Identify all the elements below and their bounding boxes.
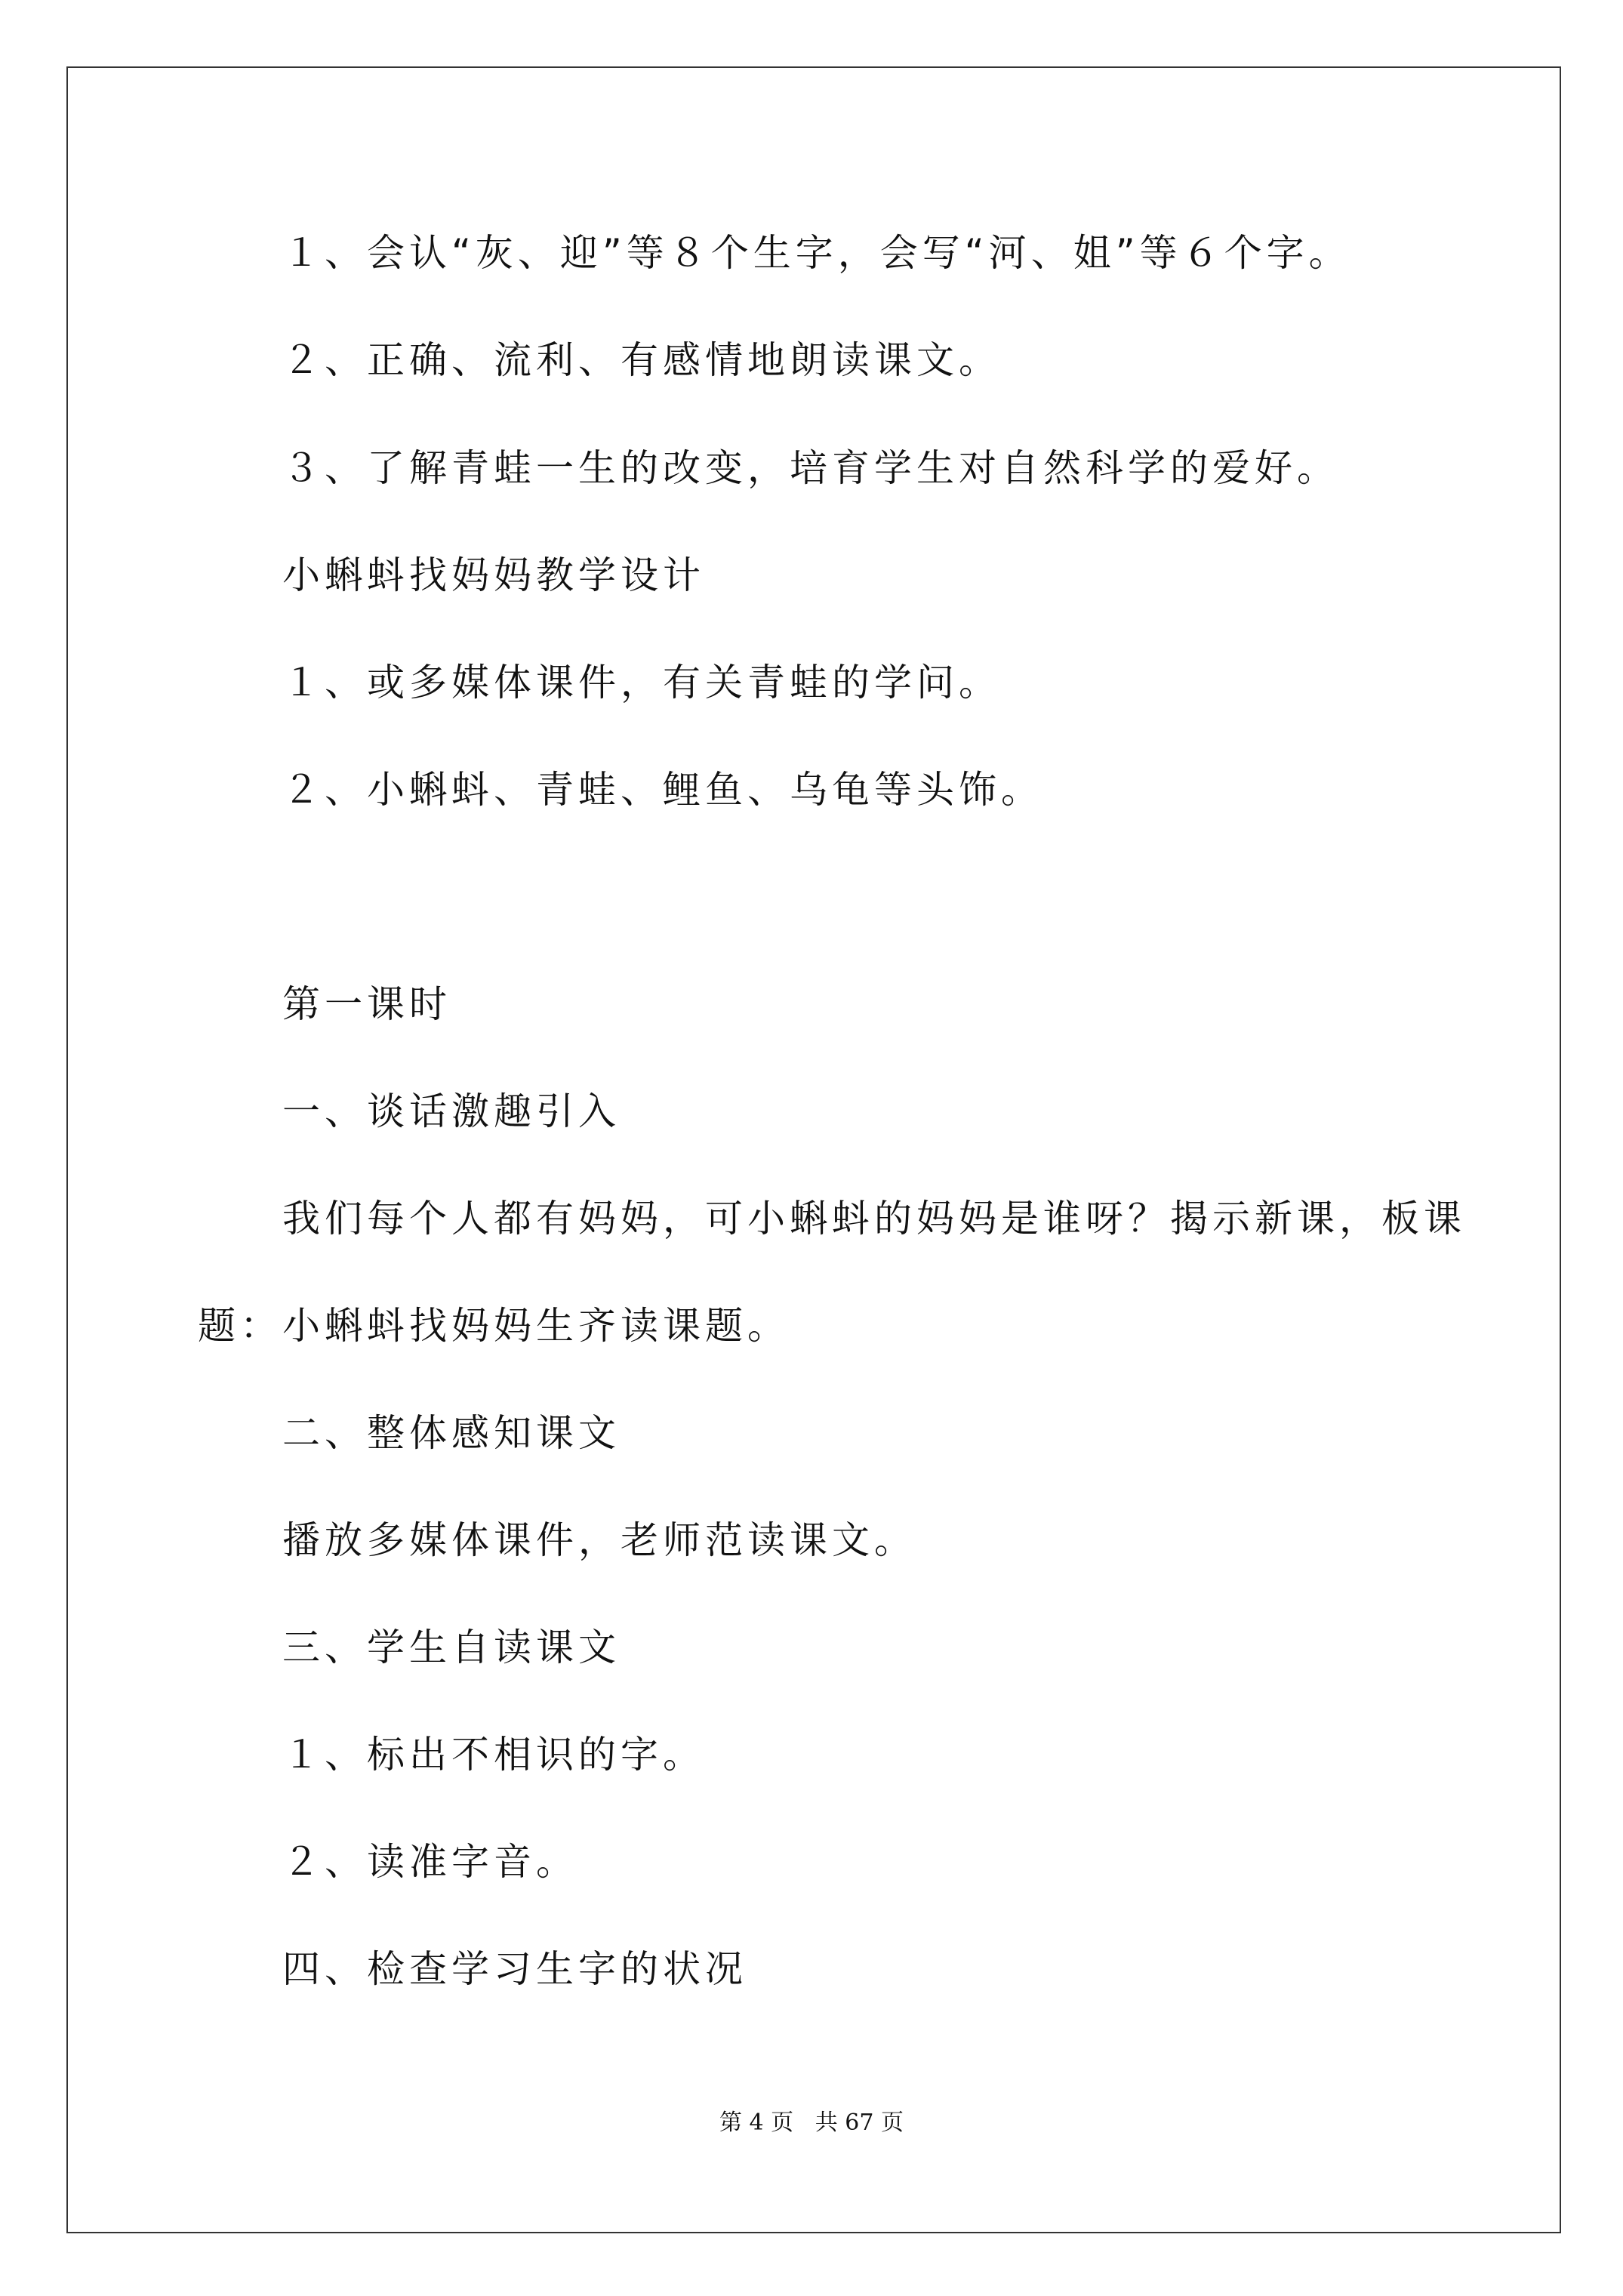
- lesson-heading: 第一课时: [282, 982, 451, 1026]
- prep-line-2: ２、小蝌蚪、青蛙、鲤鱼、乌龟等头饰。: [282, 768, 1043, 812]
- prep-line-1: １、或多媒体课件，有关青蛙的学问。: [282, 661, 1001, 704]
- step-heading-1: 一、谈话激趣引入: [282, 1089, 621, 1133]
- page-footer: 第 4 页 共 67 页: [719, 2110, 904, 2136]
- paragraph-line: 播放多媒体课件，老师范读课文。: [282, 1518, 916, 1562]
- objective-line-2: ２、正确、流利、有感情地朗读课文。: [282, 338, 1001, 382]
- step-heading-2: 二、整体感知课文: [282, 1411, 621, 1455]
- paragraph-line-continued: 题：小蝌蚪找妈妈生齐读课题。: [198, 1304, 790, 1348]
- list-item-1: １、标出不相识的字。: [282, 1733, 705, 1777]
- step-heading-4: 四、检查学习生字的状况: [282, 1947, 747, 1991]
- list-item-2: ２、读准字音。: [282, 1840, 578, 1884]
- step-heading-3: 三、学生自读课文: [282, 1626, 621, 1669]
- objective-line-3: ３、了解青蛙一生的改变，培育学生对自然科学的爱好。: [282, 446, 1339, 490]
- paragraph-line: 我们每个人都有妈妈，可小蝌蚪的妈妈是谁呀？揭示新课，板课: [282, 1197, 1466, 1240]
- section-title: 小蝌蚪找妈妈教学设计: [282, 553, 705, 597]
- page-border: [66, 66, 1561, 2233]
- objective-line-1: １、会认“灰、迎”等８个生字，会写“河、姐”等６个字。: [282, 231, 1351, 275]
